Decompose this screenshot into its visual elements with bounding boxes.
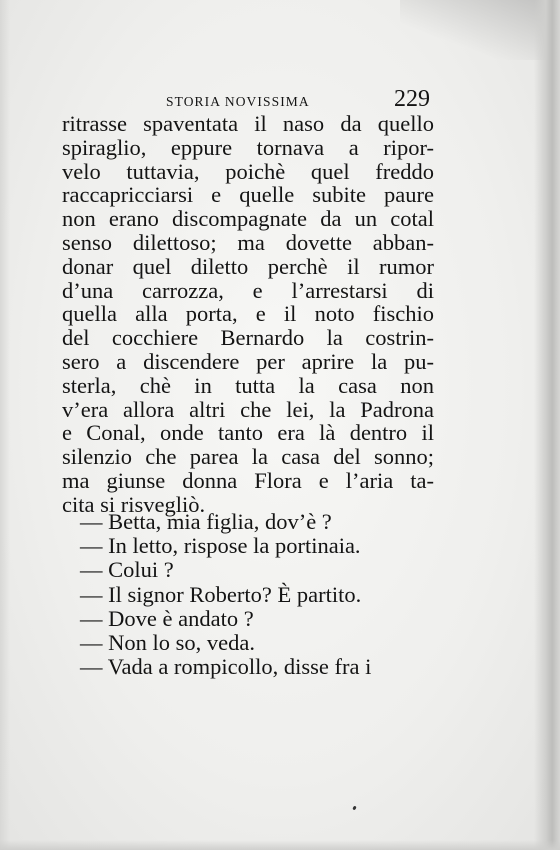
dialogue-line: — Colui ? [80,557,174,583]
ink-speck [352,806,357,811]
text-line: cita si risvegliò. [62,491,206,517]
page-number: 229 [394,86,430,112]
dialogue-line: — In letto, rispose la portinaia. [80,533,361,559]
dialogue-line: — Il signor Roberto? È partito. [80,581,362,607]
running-title: STORIA NOVISSIMA [166,94,310,109]
text-line: e Conal, onde tanto era là dentro il [62,420,434,446]
body-paragraph [62,112,434,517]
text-line: sero a discendere per aprire la pu- [62,348,434,374]
text-line: ritrasse spaventata il naso da quello [62,111,434,136]
bottom-page-edge [0,840,560,850]
text-line: sterla, chè in tutta la casa non [62,372,434,398]
text-line: v’era allora altri che lei, la Padrona [62,396,434,422]
right-page-edge [534,0,560,850]
dialogue-line: — Dove è andato ? [80,605,254,631]
text-line: silenzio che parea la casa del sonno; [62,444,434,470]
text-line: ma giunse donna Flora e l’aria ta- [62,467,434,493]
text-line: d’una carrozza, e l’arrestarsi di [62,277,434,303]
text-line: senso dilettoso; ma dovette abban- [62,229,434,255]
text-line: non erano discompagnate da un cotal [62,206,434,232]
text-line: spiraglio, eppure tornava a ripor- [62,134,434,160]
dialogue-block [80,510,440,679]
text-line: velo tuttavia, poichè quel freddo [62,158,434,184]
dialogue-line: — Betta, mia figlia, dov’è ? [80,509,332,534]
dialogue-line: — Vada a rompicollo, disse fra i [80,654,372,680]
text-line: raccapricciarsi e quelle subite paure [62,182,434,208]
text-line: donar quel diletto perchè il rumor [62,253,434,279]
text-line: del cocchiere Bernardo la costrin- [62,325,434,351]
left-page-edge [0,0,10,850]
dialogue-line: — Non lo so, veda. [80,630,255,656]
text-line: quella alla porta, e il noto fischio [62,301,434,327]
